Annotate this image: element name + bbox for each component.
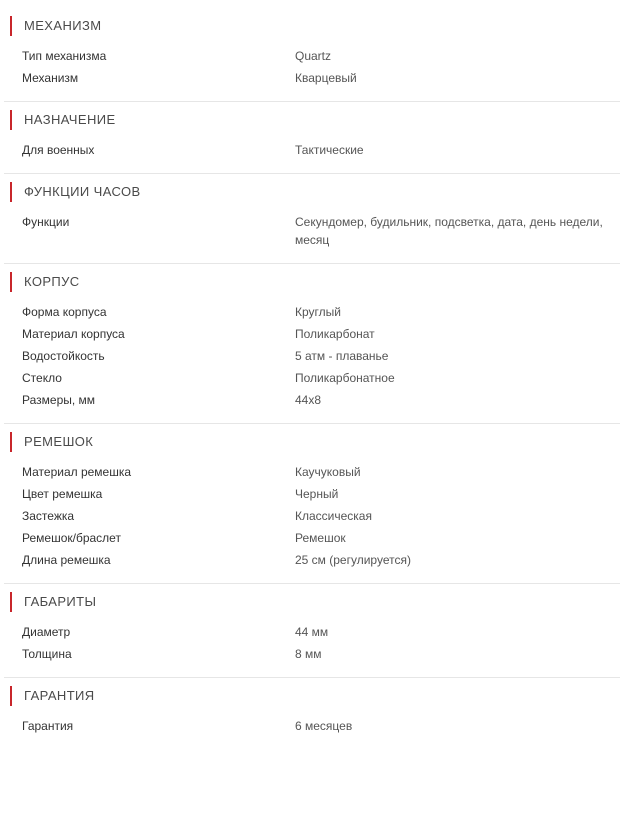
- spec-row: [4, 621, 620, 643]
- spec-row: [4, 483, 620, 505]
- spec-section: [0, 584, 622, 678]
- spec-label: Размеры, мм: [22, 393, 96, 407]
- spec-label: Длина ремешка: [22, 553, 111, 567]
- spec-value: Кварцевый: [295, 71, 357, 85]
- spec-label: Водостойкость: [22, 349, 105, 363]
- spec-value: Классическая: [295, 509, 372, 523]
- section-title: КОРПУС: [4, 272, 620, 292]
- spec-label: Материал ремешка: [22, 465, 132, 479]
- spec-section: [0, 174, 622, 264]
- spec-label: Тип механизма: [22, 49, 107, 63]
- spec-label: Стекло: [22, 371, 62, 385]
- spec-value: 8 мм: [295, 647, 322, 661]
- spec-label: Диаметр: [22, 625, 71, 639]
- spec-row: [4, 323, 620, 345]
- spec-value: Черный: [295, 487, 339, 501]
- spec-section: [0, 424, 622, 584]
- spec-section-body: [4, 264, 620, 424]
- spec-label: Толщина: [22, 647, 72, 661]
- spec-label: Ремешок/браслет: [22, 531, 121, 545]
- spec-section-body: [4, 174, 620, 264]
- spec-section-body: [4, 424, 620, 584]
- spec-label: Функции: [22, 215, 70, 229]
- spec-row: [4, 301, 620, 323]
- section-title: МЕХАНИЗМ: [4, 16, 620, 36]
- section-title: РЕМЕШОК: [4, 432, 620, 452]
- spec-label: Цвет ремешка: [22, 487, 103, 501]
- section-title: ФУНКЦИИ ЧАСОВ: [4, 182, 620, 202]
- spec-value: Круглый: [295, 305, 341, 319]
- spec-section: [0, 264, 622, 424]
- spec-value: Тактические: [295, 143, 364, 157]
- spec-value: 25 см (регулируется): [295, 553, 411, 567]
- spec-row: [4, 211, 620, 251]
- spec-row: [4, 527, 620, 549]
- spec-row: [4, 505, 620, 527]
- section-title: ГАБАРИТЫ: [4, 592, 620, 612]
- spec-value: Поликарбонатное: [295, 371, 395, 385]
- spec-row: [4, 139, 620, 161]
- spec-value: Каучуковый: [295, 465, 361, 479]
- spec-section-body: [4, 678, 620, 749]
- spec-row: [4, 461, 620, 483]
- spec-value: 44 мм: [295, 625, 329, 639]
- spec-label: Форма корпуса: [22, 305, 107, 319]
- spec-label: Застежка: [22, 509, 75, 523]
- spec-value: Поликарбонат: [295, 327, 375, 341]
- spec-section: [0, 102, 622, 174]
- spec-section: [0, 8, 622, 102]
- spec-label: Для военных: [22, 143, 95, 157]
- spec-value: Ремешок: [295, 531, 346, 545]
- spec-label: Гарантия: [22, 719, 74, 733]
- spec-row: [4, 643, 620, 665]
- spec-row: [4, 345, 620, 367]
- spec-value: 44x8: [295, 393, 322, 407]
- spec-label: Механизм: [22, 71, 79, 85]
- spec-section-body: [4, 8, 620, 102]
- spec-section-body: [4, 102, 620, 174]
- section-title: НАЗНАЧЕНИЕ: [4, 110, 620, 130]
- spec-value: Секундомер, будильник, подсветка, дата, день недели, месяц: [295, 215, 603, 247]
- spec-value: Quartz: [295, 49, 332, 63]
- spec-section-body: [4, 584, 620, 678]
- spec-section: [0, 678, 622, 749]
- section-title: ГАРАНТИЯ: [4, 686, 620, 706]
- spec-row: [4, 45, 620, 67]
- spec-row: [4, 715, 620, 737]
- spec-value: 5 атм - плаванье: [295, 349, 389, 363]
- spec-value: 6 месяцев: [295, 719, 353, 733]
- spec-row: [4, 67, 620, 89]
- spec-label: Материал корпуса: [22, 327, 125, 341]
- spec-row: [4, 367, 620, 389]
- spec-row: [4, 549, 620, 571]
- spec-row: [4, 389, 620, 411]
